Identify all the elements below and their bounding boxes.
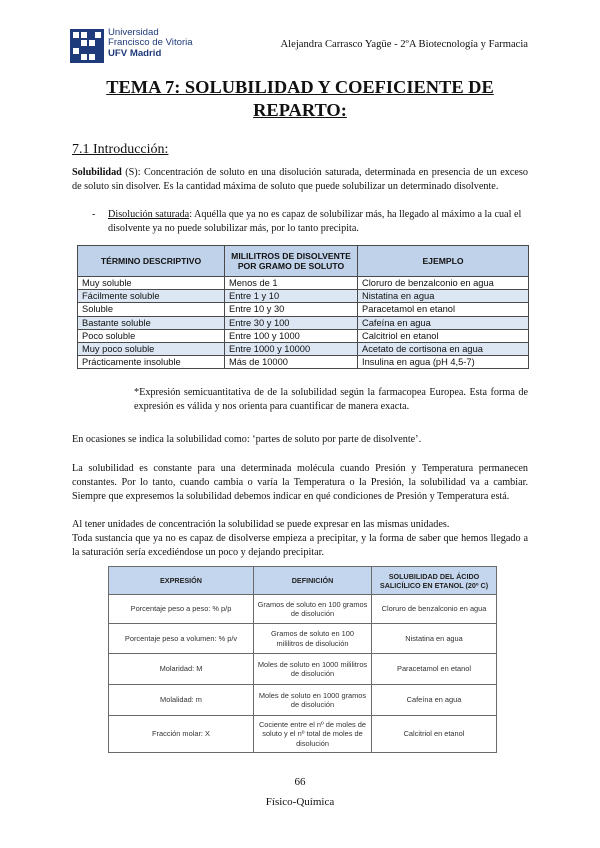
table-cell: Entre 1000 y 10000: [225, 342, 358, 355]
table-cell: Porcentaje peso a peso: % p/p: [109, 595, 254, 624]
precipitate-paragraph: Toda sustancia que ya no es capaz de disolverse empieza a precipitar, y la forma de saber que hemos llegado a la saturación sería excediéndose un poco y dejando precipitar.: [72, 533, 528, 558]
parts-paragraph: En ocasiones se indica la solubilidad como: ‘partes de soluto por parte de disolvente’.: [72, 434, 422, 445]
table-cell: Calcitriol en etanol: [358, 329, 529, 342]
table-header-cell: EJEMPLO: [358, 246, 529, 277]
table-header-cell: MILILITROS DE DISOLVENTE POR GRAMO DE SOLUTO: [225, 246, 358, 277]
title-line-1: TEMA 7: SOLUBILIDAD Y COEFICIENTE DE: [106, 77, 494, 97]
table-row: [78, 342, 529, 355]
table-header-row: [78, 246, 529, 277]
table-row: [78, 290, 529, 303]
table-header-cell: DEFINICIÓN: [254, 567, 372, 595]
header-author: Alejandra Carrasco Yagüe - 2ºA Biotecnología y Farmacia: [280, 39, 528, 50]
table-cell: Nistatina en agua: [372, 624, 497, 654]
table-row: [109, 654, 497, 685]
logo-line-2: Francisco de Vitoria: [108, 37, 193, 49]
saturated-definition: : Aquélla que ya no es capaz de solubilizar más, ha llegado al máximo a la cual el disolvente ya no puede solubilizar más, por lo tanto precipita.: [108, 209, 522, 234]
page-footer: Físico-Química: [265, 796, 335, 808]
table-cell: Calcitriol en etanol: [372, 716, 497, 753]
solubility-term: Solubilidad: [72, 167, 122, 178]
table-row: [78, 356, 529, 369]
table-header-cell: SOLUBILIDAD DEL ÁCIDO SALICÍLICO EN ETANOL (20º C): [372, 567, 497, 595]
table-cell: Poco soluble: [78, 329, 225, 342]
table-cell: Gramos de soluto en 100 mililitros de disolución: [254, 624, 372, 654]
table-row: [78, 303, 529, 316]
table-cell: Entre 30 y 100: [225, 316, 358, 329]
table-cell: Muy soluble: [78, 277, 225, 290]
table-row: [109, 685, 497, 716]
table-header-cell: EXPRESIÓN: [109, 567, 254, 595]
table-cell: Insulina en agua (pH 4,5-7): [358, 356, 529, 369]
section-title: 7.1 Introducción:: [72, 142, 169, 157]
table-cell: Moles de soluto en 1000 mililitros de disolución: [254, 654, 372, 685]
table-cell: Molalidad: m: [109, 685, 254, 716]
logo-line-1: Universidad: [108, 27, 159, 38]
bullet-dash: -: [92, 209, 96, 220]
page-number: 66: [294, 776, 306, 788]
table-cell: Entre 10 y 30: [225, 303, 358, 316]
constant-paragraph: La solubilidad es constante para una determinada molécula cuando Presión y Temperatura permanecen constantes. Por lo tanto, cuando cambia o varía la Temperatura o la Presión, la solubilidad va a cambiar. Siempre que expresemos la solubilidad debemos indicar en qué condiciones de Presión y Temperatura está.: [72, 463, 528, 502]
units-paragraph: Al tener unidades de concentración la solubilidad se puede expresar en las mismas unidades.: [72, 519, 450, 530]
solubility-definition: (S): Concentración de soluto en una disolución saturada, determinada en presencia de un exceso de soluto sin disolver. Es la cantidad máxima de soluto que puede solubilizar un determinado disolvente.: [72, 167, 528, 192]
concentration-expressions-table: [108, 566, 497, 753]
solubility-paragraph: [72, 166, 528, 194]
pharmacopoeia-note: *Expresión semicuantitativa de de la solubilidad según la farmacopea Europea. Esta forma de expresión es válida y nos orienta para cuantificar de manera exacta.: [134, 387, 528, 412]
table-cell: Nistatina en agua: [358, 290, 529, 303]
logo-line-3: UFV Madrid: [108, 47, 162, 59]
table-cell: Moles de soluto en 1000 gramos de disolución: [254, 685, 372, 716]
university-logo: [70, 27, 200, 67]
table-cell: Cloruro de benzalconio en agua: [372, 595, 497, 624]
table-cell: Bastante soluble: [78, 316, 225, 329]
table-row: [78, 316, 529, 329]
table-header-cell: TÉRMINO DESCRIPTIVO: [78, 246, 225, 277]
table-cell: Fracción molar: X: [109, 716, 254, 753]
table-cell: Entre 1 y 10: [225, 290, 358, 303]
table-row: [109, 595, 497, 624]
table-cell: Cloruro de benzalconio en agua: [358, 277, 529, 290]
table-cell: Más de 10000: [225, 356, 358, 369]
table-cell: Porcentaje peso a volumen: % p/v: [109, 624, 254, 654]
table-cell: Acetato de cortisona en agua: [358, 342, 529, 355]
table-cell: Entre 100 y 1000: [225, 329, 358, 342]
table-cell: Fácilmente soluble: [78, 290, 225, 303]
table-row: [109, 716, 497, 753]
table-cell: Prácticamente insoluble: [78, 356, 225, 369]
table-cell: Paracetamol en etanol: [358, 303, 529, 316]
solubility-terms-table: [77, 245, 529, 369]
table-cell: Molaridad: M: [109, 654, 254, 685]
table-row: [78, 277, 529, 290]
table-cell: Gramos de soluto en 100 gramos de disolución: [254, 595, 372, 624]
table-cell: Cafeína en agua: [372, 685, 497, 716]
table-cell: Menos de 1: [225, 277, 358, 290]
table-cell: Cociente entre el nº de moles de soluto y el nº total de moles de disolución: [254, 716, 372, 753]
page-title: [72, 76, 528, 122]
saturated-bullet: [92, 208, 528, 238]
saturated-term: Disolución saturada: [108, 209, 190, 220]
ufv-logo-icon: [70, 29, 104, 63]
table-cell: Muy poco soluble: [78, 342, 225, 355]
table-row: [109, 624, 497, 654]
title-line-2: REPARTO:: [253, 100, 347, 120]
table-cell: Paracetamol en etanol: [372, 654, 497, 685]
table-cell: Cafeína en agua: [358, 316, 529, 329]
table-header-row: [109, 567, 497, 595]
table-cell: Soluble: [78, 303, 225, 316]
table-row: [78, 329, 529, 342]
